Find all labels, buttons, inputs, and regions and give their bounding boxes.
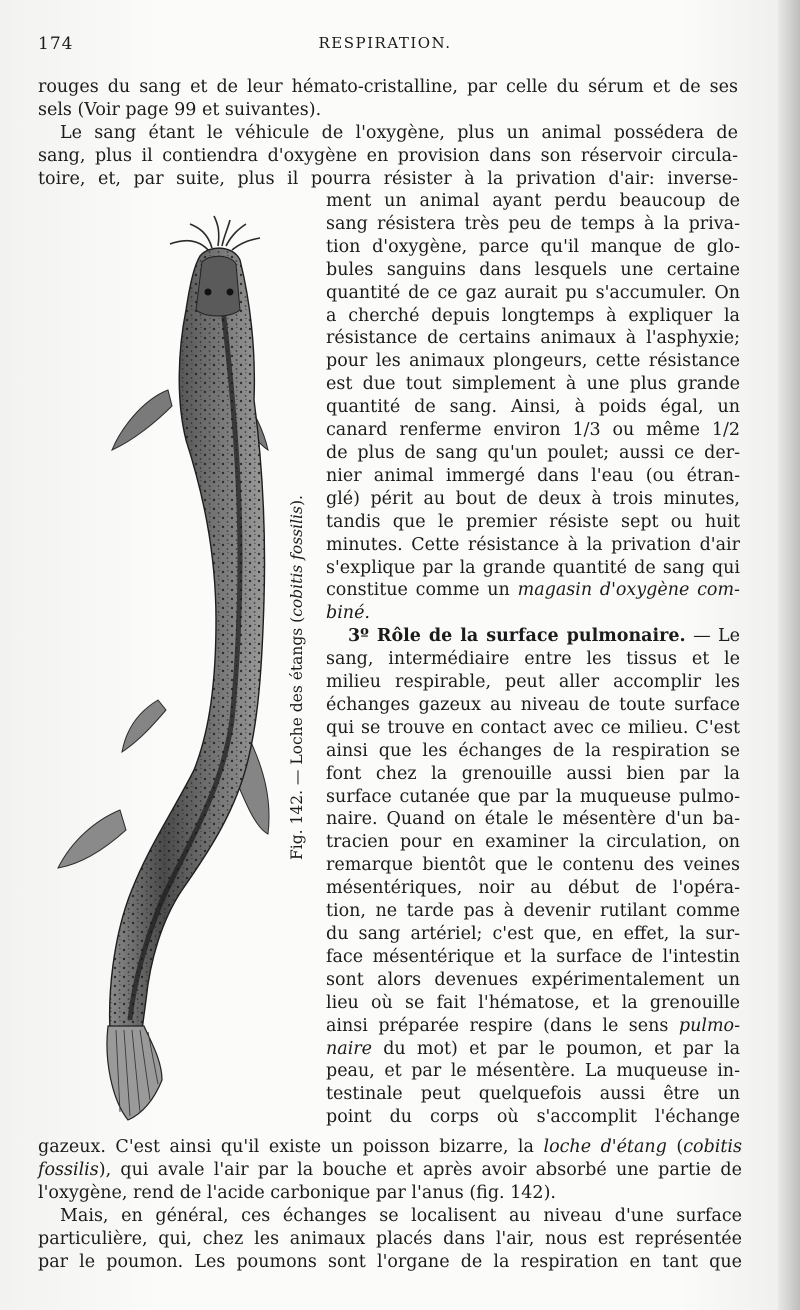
italic-run: naire xyxy=(326,1038,373,1059)
page-number: 174 xyxy=(38,34,74,54)
caption-prefix: Fig. 142. — Loche des étangs ( xyxy=(288,616,306,860)
text-line: ainsi que les échanges de la respiration se xyxy=(326,740,740,761)
eye-right xyxy=(227,289,234,296)
top-paragraphs xyxy=(38,76,738,191)
ventral-fin xyxy=(122,700,166,752)
text-line: s'explique par la grande quantité de sang qui xyxy=(326,557,740,578)
right-column xyxy=(326,190,740,1129)
text-run: — Le xyxy=(685,626,740,647)
text-line xyxy=(38,1136,742,1159)
text-line: minutes. Cette résistance à la privation d'air xyxy=(326,534,740,555)
text-line: est due tout simplement à une plus grande xyxy=(326,374,740,395)
figure-142 xyxy=(50,200,290,1130)
text-run: ( xyxy=(676,1137,684,1157)
text-line xyxy=(326,1015,740,1038)
text-line: résistance de certains animaux à l'asphyxie; xyxy=(326,328,740,349)
bottom-paragraphs xyxy=(38,1136,742,1273)
text-line: ment un animal ayant perdu beaucoup de xyxy=(326,191,740,211)
text-line: nier animal immergé dans l'eau (ou étran- xyxy=(326,465,740,486)
head-plate xyxy=(196,256,240,316)
text-line: testinale peut quelquefois aussi être un xyxy=(326,1084,740,1105)
section-heading-line xyxy=(326,625,740,648)
text-line: peau, et par le mésentère. La muqueuse in- xyxy=(326,1061,740,1082)
caudal-fin xyxy=(107,1026,162,1120)
page-spine-shadow xyxy=(778,0,800,1310)
italic-run: magasin d'oxygène com- xyxy=(517,580,740,601)
text-line: sang, plus il contiendra d'oxygène en provision dans son réservoir circula- xyxy=(38,145,738,166)
text-line: Le sang étant le véhicule de l'oxygène, plus un animal possédera de xyxy=(60,122,738,143)
text-line xyxy=(326,1038,740,1061)
text-line xyxy=(326,602,740,625)
text-line: sang résistera très peu de temps à la priva- xyxy=(326,213,740,234)
text-line: tandis que le premier résiste sept ou huit xyxy=(326,511,740,532)
text-line: l'oxygène, rend de l'acide carbonique par l'anus (fig. 142). xyxy=(38,1182,556,1203)
text-line: tion, ne tarde pas à devenir rutilant comme xyxy=(326,901,740,922)
barbels xyxy=(170,216,260,252)
page-header xyxy=(0,34,800,60)
italic-run: pulmo- xyxy=(678,1015,740,1036)
text-line: de plus de sang qu'un poulet; aussi ce der- xyxy=(326,442,740,463)
text-run: du mot) et par le poumon, et par la xyxy=(372,1038,740,1059)
text-line: Mais, en général, ces échanges se localisent au niveau d'une surface xyxy=(60,1205,742,1226)
text-line: tracien pour en examiner la circulation, on xyxy=(326,832,740,853)
text-line: tion d'oxygène, parce qu'il manque de glo- xyxy=(326,236,740,257)
text-run: gazeux. C'est ainsi qu'il existe un poisson bizarre, la xyxy=(38,1137,534,1157)
loach-fish-illustration xyxy=(50,200,290,1130)
text-run: ), qui avale l'air par la bouche et après avoir absorbé une partie de xyxy=(98,1159,742,1180)
text-line: face mésentérique et la surface de l'intestin xyxy=(326,946,740,967)
text-line: sang, intermédiaire entre les tissus et le xyxy=(326,649,740,670)
text-line: canard renferme environ 1/3 ou même 1/2 xyxy=(326,420,740,441)
italic-run: cobitis xyxy=(683,1137,742,1157)
text-line: quantité de ce gaz aurait pu s'accumuler. On xyxy=(326,282,740,303)
text-line: rouges du sang et de leur hémato-cristalline, par celle du sérum et de ses xyxy=(38,77,738,97)
caption-suffix: ). xyxy=(288,495,306,507)
text-line: a cherché depuis longtemps à expliquer la xyxy=(326,305,740,326)
text-line: milieu respirable, peut aller accomplir les xyxy=(326,672,740,693)
section-heading: 3º Rôle de la surface pulmonaire. xyxy=(348,626,686,647)
text-line: échanges gazeux au niveau de toute surface xyxy=(326,694,740,715)
text-line: quantité de sang. Ainsi, à poids égal, un xyxy=(326,397,740,418)
text-line: sont alors devenues expérimentalement un xyxy=(326,969,740,990)
anal-fin xyxy=(58,810,126,868)
text-line: pour les animaux plongeurs, cette résistance xyxy=(326,351,740,372)
eye-left xyxy=(205,289,212,296)
text-line: glé) périt au bout de deux à trois minutes, xyxy=(326,488,740,509)
text-line: naire. Quand on étale le mésentère d'un ba- xyxy=(326,809,740,830)
text-run: ainsi préparée respire (dans le sens xyxy=(326,1015,669,1036)
italic-run: loche d'étang xyxy=(543,1137,667,1157)
figure-caption xyxy=(288,495,306,860)
caption-species: cobitis fossilis xyxy=(288,506,306,617)
text-line: mésentériques, noir au début de l'opéra- xyxy=(326,878,740,899)
text-line xyxy=(326,579,740,602)
text-line: sels (Voir page 99 et suivantes). xyxy=(38,99,322,120)
text-line: surface cutanée que par la muqueuse pulmo- xyxy=(326,786,740,807)
text-run: constitue comme un xyxy=(326,580,510,601)
text-line: lieu où se fait l'hématose, et la grenouille xyxy=(326,992,740,1013)
text-line: bules sanguins dans lesquels une certaine xyxy=(326,259,740,280)
text-line xyxy=(38,1159,742,1182)
text-line: du sang artériel; c'est que, en effet, la sur- xyxy=(326,924,740,944)
text-line: particulière, qui, chez les animaux placés dans l'air, nous est représentée xyxy=(38,1228,742,1249)
text-line: point du corps où s'accomplit l'échange xyxy=(326,1107,740,1128)
pectoral-fin-left xyxy=(112,390,172,450)
italic-run: fossilis xyxy=(38,1159,99,1180)
text-line: font chez la grenouille aussi bien par la xyxy=(326,763,740,784)
text-line: remarque bientôt que le contenu des veines xyxy=(326,855,740,876)
text-line: toire, et, par suite, plus il pourra résister à la privation d'air: inverse- xyxy=(38,168,738,189)
text-line: par le poumon. Les poumons sont l'organe de la respiration en tant que xyxy=(38,1251,742,1272)
text-line: qui se trouve en contact avec ce milieu. C'est xyxy=(326,717,740,738)
running-head: RESPIRATION. xyxy=(318,34,452,52)
italic-run: biné. xyxy=(326,603,370,624)
